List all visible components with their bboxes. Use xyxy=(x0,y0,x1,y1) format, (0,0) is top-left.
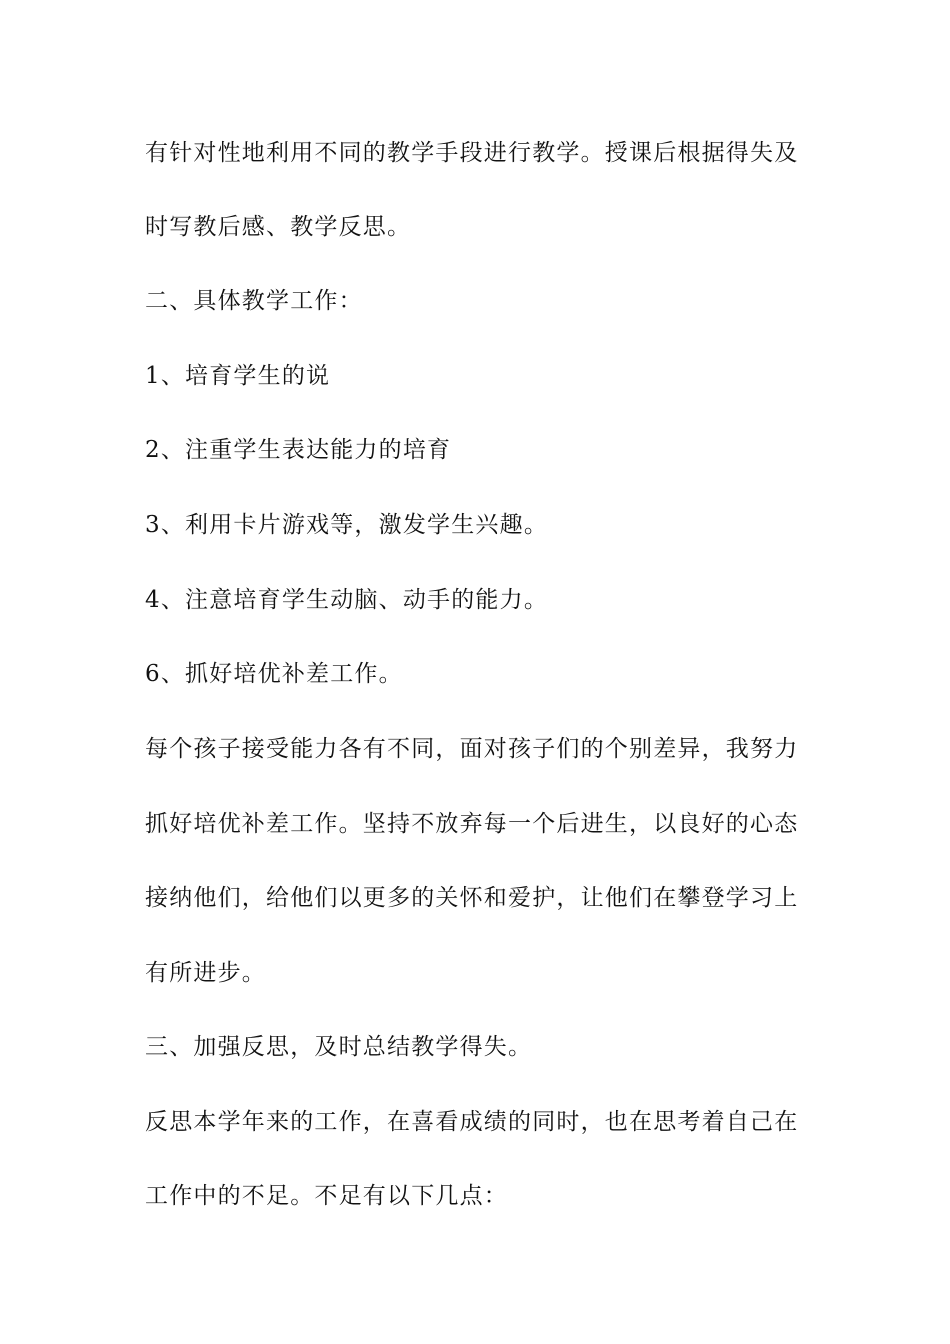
text-line: 反思本学年来的工作，在喜看成绩的同时，也在思考着自己在 xyxy=(145,1109,799,1135)
text-line: 接纳他们，给他们以更多的关怀和爱护，让他们在攀登学习上 xyxy=(145,885,799,911)
text-line: 时写教后感、教学反思。 xyxy=(145,214,412,240)
list-item: 1、培育学生的说 xyxy=(145,363,331,389)
list-item: 4、注意培育学生动脑、动手的能力。 xyxy=(145,587,549,613)
section-heading: 三、加强反思，及时总结教学得失。 xyxy=(145,1034,533,1060)
list-item: 2、注重学生表达能力的培育 xyxy=(145,437,452,463)
text-line: 抓好培优补差工作。坚持不放弃每一个后进生，以良好的心态 xyxy=(145,811,799,837)
text-line: 有所进步。 xyxy=(145,960,266,986)
list-item: 3、利用卡片游戏等，激发学生兴趣。 xyxy=(145,512,549,538)
text-line: 工作中的不足。不足有以下几点： xyxy=(145,1183,508,1209)
list-item: 6、抓好培优补差工作。 xyxy=(145,661,403,687)
section-heading: 二、具体教学工作： xyxy=(145,288,363,314)
text-line: 有针对性地利用不同的教学手段进行教学。授课后根据得失及 xyxy=(145,140,799,166)
text-line: 每个孩子接受能力各有不同，面对孩子们的个别差异，我努力 xyxy=(145,736,799,762)
